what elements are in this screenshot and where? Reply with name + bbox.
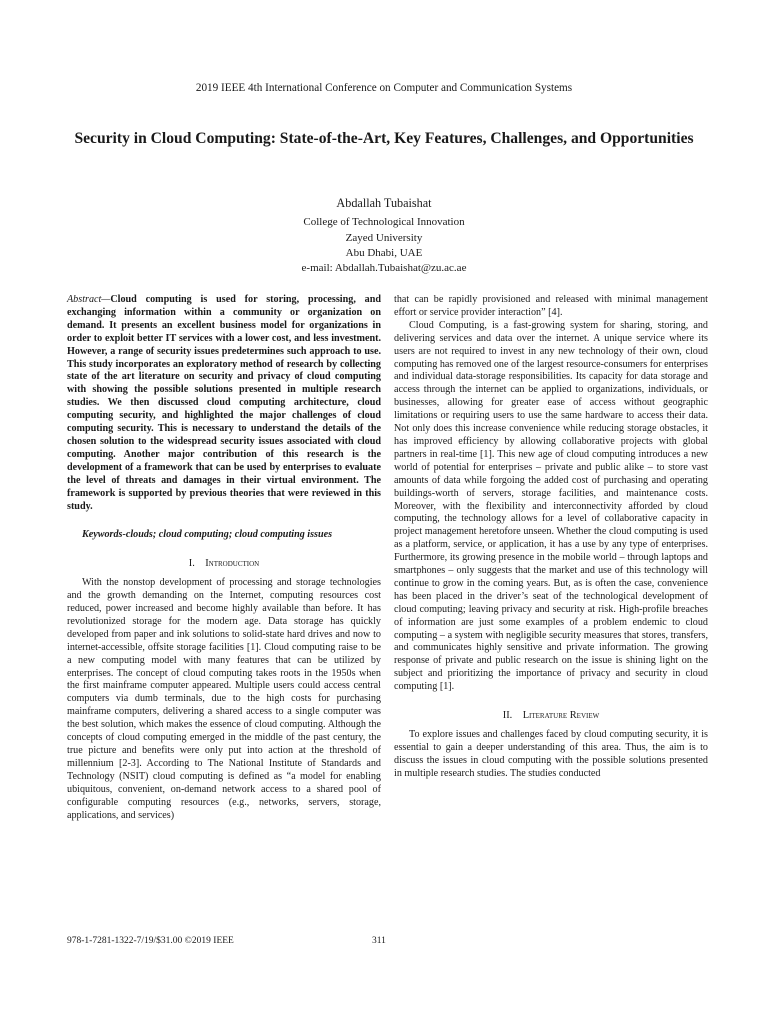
abstract xyxy=(67,294,381,513)
paper-title: Security in Cloud Computing: State-of-the-Art, Key Features, Challenges, and Opportunities xyxy=(74,130,694,147)
body-paragraph: that can be rapidly provisioned and released with minimal management effort or service provider interaction” [4]. xyxy=(394,294,708,318)
abstract-label: Abstract— xyxy=(67,294,111,305)
author-location: Abu Dhabi, UAE xyxy=(345,246,423,259)
author-university: Zayed University xyxy=(345,231,423,244)
author-email: e-mail: Abdallah.Tubaishat@zu.ac.ae xyxy=(301,262,467,275)
body-paragraph: Cloud Computing, is a fast-growing system for sharing, storing, and delivering services and data over the internet. A unique service where its users are not required to invest in any new technology of their own, cloud computing has removed one of the largest resource-consumers for enterprises and individual data-storage responsibilities. Its capacity for data storage and access through the internet can be applied to organizations, individuals, or businesses, allowing for greater ease of access without geographic limitations or requiring users to use the same hardware to access their data. Not only does this increase convenience while reducing storage obstacles, it has improved efficiency by allowing collaborative projects with global partners in real-time [1]. This new age of cloud computing introduces a new world of potential for enterprises – private and public alike – to store vast amounts of data while forgoing the added cost of purchasing and operating buildings-worth of servers, storage facilities, and maintenance costs. Moreover, with the flexibility and interconnectivity afforded by cloud computing, the technology allows for a level of collaborative capacity in project management heretofore unseen. Whether the cloud computing is used as a platform, service, or application, it has a use by any type of enterprises. Furthermore, its growing presence in the mobile world – through laptops and smartphones – only suggests that the market and use of this technology will continue to grow in the coming years. But, as is often the case, convenience has been placed in the driver’s seat of the technological development of cloud computing; leaving privacy and security at risk. High-profile breaches of information are just some examples of a problem endemic to cloud computing – a system with negligible security measures that stores, transfers, and communicates highly sensitive and private information. The growing response of private and public research on the issue is shining light on the subject and prioritizing the importance of privacy and security in cloud computing [1]. xyxy=(394,319,708,693)
abstract-text: Cloud computing is used for storing, processing, and exchanging information within a community or organization on demand. It presents an excellent business model for organizations in order to exploit better IT services with a lower cost, and less investment. However, a range of security issues predetermines such approach to use. This study incorporates an exploratory method of research by collecting state of the art literature on security and privacy of cloud computing with showing the possible solutions presented in multiple research studies. We then discussed cloud computing architecture, cloud computing security, and highlighted the major challenges of cloud computing security. This is necessary to understand the details of the chosen solution to the widespread security issues associated with cloud computing. Another major contribution of this research is the development of a framework that can be used by enterprises to evaluate the level of threats and damages in their virtual environment. The framework is supported by previous theories that were reviewed in this study. xyxy=(67,294,381,512)
footer-isbn: 978-1-7281-1322-7/19/$31.00 ©2019 IEEE xyxy=(67,936,234,946)
author-block xyxy=(0,196,768,276)
section-number: I. xyxy=(188,558,195,570)
section-heading-introduction xyxy=(67,558,381,571)
section-number: II. xyxy=(502,710,513,722)
section-title: Literature Review xyxy=(522,710,600,722)
keywords: Keywords-clouds; cloud computing; cloud computing issues xyxy=(82,529,333,541)
page-number: 311 xyxy=(372,936,386,946)
body-paragraph: To explore issues and challenges faced by cloud computing security, it is essential to gain a deeper understanding of this area. Thus, the aim is to discuss the issues in cloud computing with the possible solutions presented in multiple research studies. The studies conducted xyxy=(394,729,708,779)
left-column xyxy=(67,294,381,822)
author-affiliation: College of Technological Innovation xyxy=(303,216,465,229)
author-name: Abdallah Tubaishat xyxy=(336,196,432,210)
body-paragraph: With the nonstop development of processing and storage technologies and the growth demanding on the Internet, computing resources cost reduced, power increased and become highly available than before. It has revolutionized storage for the modern age. Data storage has quickly developed from paper and ink solutions to solid-state hard drives and now to internet-accessible, offsite storage facilities [1]. Cloud computing raise to be a new computing model with many features that can be utilized by enterprises. The concept of cloud computing takes roots in the 1950s when the first mainframe computer appeared. Multiple users could access central computers via dumb terminals, due to the high costs for purchasing mainframe computers, delivering a shared access to a single computer was the best solution, which makes the essence of cloud computing. Although the concepts of cloud computing emerged in the middle of the past century, the true picture and benefits were only put into action at the threshold of millennium [2-3]. According to The National Institute of Standards and Technology (NSIT) cloud computing is defined as “a model for enabling ubiquitous, convenient, on-demand network access to a shared pool of configurable computing resources (e.g., networks, servers, storage, applications, and services) xyxy=(67,577,381,821)
conference-header: 2019 IEEE 4th International Conference on Computer and Communication Systems xyxy=(195,82,573,94)
section-title: Introduction xyxy=(205,558,260,570)
right-column xyxy=(394,294,708,781)
section-heading-literature-review xyxy=(394,710,708,723)
